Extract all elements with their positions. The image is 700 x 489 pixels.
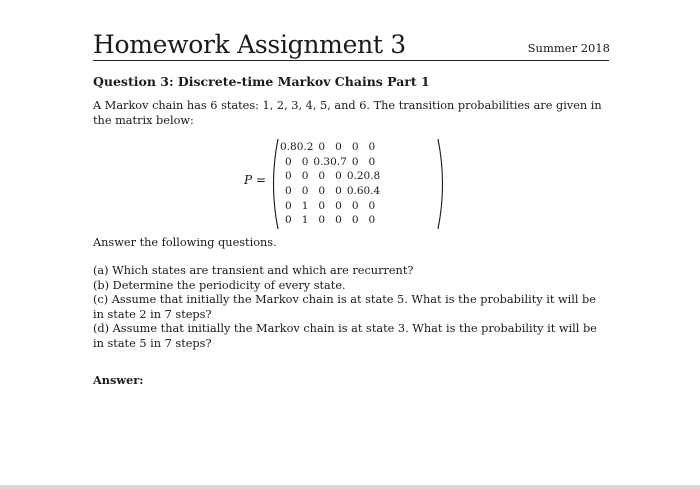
matrix-cell: 0 <box>351 155 359 168</box>
matrix-cell: 0 <box>351 214 359 227</box>
question-heading: Question 3: Discrete-time Markov Chains Part 1 <box>93 74 430 89</box>
matrix-row <box>280 213 380 228</box>
left-paren-icon <box>268 138 280 230</box>
matrix-cell: 0 <box>285 214 292 227</box>
matrix-cell: 0 <box>285 185 292 198</box>
instructions: Answer the following questions. <box>93 236 277 249</box>
part-b: (b) Determine the periodicity of every state. <box>93 278 346 292</box>
matrix-cell: 1 <box>301 199 309 212</box>
matrix-grid <box>280 140 380 228</box>
matrix-cell: 0 <box>285 155 292 168</box>
matrix-cell: 0 <box>301 155 309 168</box>
matrix-row <box>280 169 380 184</box>
right-paren-icon <box>436 138 448 230</box>
matrix-cell: 0 <box>318 185 326 198</box>
term-label: Summer 2018 <box>527 41 610 55</box>
part-c: (c) Assume that initially the Markov chain is at state 5. What is the probability it will be in state 2 in 7 steps? <box>93 293 596 321</box>
matrix-cell: 0 <box>351 199 359 212</box>
matrix-label <box>244 173 266 187</box>
matrix-row <box>280 155 380 170</box>
matrix-cell: 0 <box>318 141 326 154</box>
matrix-cell: 0 <box>368 214 376 227</box>
question-parts <box>93 264 605 352</box>
matrix-cell: 0.2 <box>346 170 364 183</box>
page-bottom-edge <box>0 485 700 489</box>
matrix-row <box>280 198 380 213</box>
matrix-row <box>280 184 380 199</box>
matrix-cell: 0 <box>335 214 342 227</box>
part-d: (d) Assume that initially the Markov chain is at state 3. What is the probability it will be in state 5 in 7 steps? <box>93 322 597 350</box>
matrix-cell: 0 <box>301 170 309 183</box>
matrix-cell: 0 <box>351 141 359 154</box>
matrix-cell: 0.8 <box>280 141 297 154</box>
answer-label: Answer: <box>93 373 144 387</box>
matrix-equals: = <box>255 173 266 187</box>
matrix-cell: 0 <box>318 199 326 212</box>
part-a: (a) Which states are transient and which are recurrent? <box>93 264 414 277</box>
matrix-cell: 0 <box>318 170 326 183</box>
matrix-cell: 0 <box>368 199 376 212</box>
assignment-title: Homework Assignment 3 <box>93 30 406 59</box>
matrix-cell: 0.6 <box>346 185 364 198</box>
matrix-cell: 0 <box>285 170 292 183</box>
matrix-cell: 0.4 <box>363 185 381 198</box>
header-rule <box>93 60 609 61</box>
matrix-cell: 0.7 <box>330 155 347 168</box>
matrix-cell: 0 <box>368 141 376 154</box>
matrix-cell: 0 <box>335 170 342 183</box>
question-intro: A Markov chain has 6 states: 1, 2, 3, 4, 5, and 6. The transition probabilities are given in the matrix below: <box>93 99 602 127</box>
matrix-cell: 0 <box>318 214 326 227</box>
matrix-cell: 0.2 <box>296 141 314 154</box>
matrix-row <box>280 140 380 155</box>
matrix-cell: 0.3 <box>313 155 331 168</box>
matrix-cell: 0 <box>335 141 342 154</box>
matrix-cell: 0 <box>335 199 342 212</box>
matrix-cell: 0.8 <box>363 170 381 183</box>
matrix-cell: 0 <box>335 185 342 198</box>
matrix-cell: 1 <box>301 214 309 227</box>
matrix-symbol: P <box>244 173 253 187</box>
matrix-cell: 0 <box>301 185 309 198</box>
matrix-cell: 0 <box>285 199 292 212</box>
matrix-cell: 0 <box>368 155 376 168</box>
